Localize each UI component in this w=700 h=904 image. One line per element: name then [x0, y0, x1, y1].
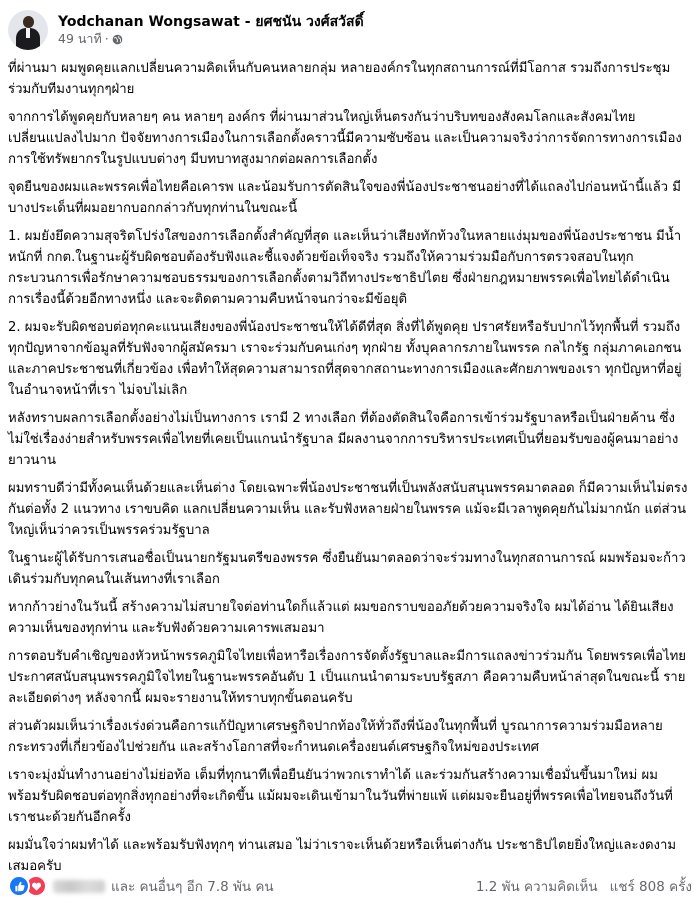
- meta-separator: ·: [104, 31, 109, 46]
- author-block: [58, 13, 364, 47]
- blurred-reactor-names: [53, 880, 105, 893]
- avatar[interactable]: [8, 10, 48, 50]
- reaction-icons[interactable]: [8, 875, 47, 897]
- avatar-shirt: [26, 28, 30, 38]
- paragraph: หากก้าวย่างในวันนี้ สร้างความไม่สบายใจต่อท่านใดก็แล้วแต่ ผมขอกราบขออภัยด้วยความจริงใจ ผมได้อ่าน ได้ยินเสียงความเห็นของทุกท่าน และรับฟังด้วยความเคารพเสมอมา: [8, 600, 674, 636]
- post-body: [8, 58, 692, 877]
- paragraph: จากการได้พูดคุยกับหลายๆ คน หลายๆ องค์กร ที่ผ่านมาส่วนใหญ่เห็นตรงกันว่าบริบทของสังคมโลกและสังคมไทยเปลี่ยนแปลงไปมาก ปัจจัยทางการเมืองในการเลือกตั้งคราวนี้มีความซับซ้อน และเป็นความจริงว่าการจัดการทางการเมือง การใช้ทรัพยากรในรูปแบบต่างๆ มีบทบาทสูงมากต่อผลการเลือกตั้ง: [8, 110, 682, 167]
- paragraph: 1. ผมยังยึดความสุจริตโปร่งใสของการเลือกตั้งสำคัญที่สุด และเห็นว่าเสียงทักท้วงในหลายแง่มุมของพี่น้องประชาชน มีน้ำหนักที่ กกต.ในฐานะผู้รับผิดชอบต้องรับฟังและชี้แจงด้วยข้อเท็จจริง รวมถึงให้ความร่วมมือกับการตรวจสอบในทุกกระบวนการเพื่อรักษาความชอบธรรมของการเลือกตั้งตามวิถีทางประชาธิปไตย ซึ่งฝ่ายกฎหมายพรรคเพื่อไทยได้ดำเนินการเรื่องนี้ด้วยอีกทางหนึ่ง และจะติดตามความคืบหน้าจนกว่าจะมีข้อยุติ: [8, 229, 682, 307]
- paragraph: ส่วนตัวผมเห็นว่าเรื่องเร่งด่วนคือการแก้ปัญหาเศรษฐกิจปากท้องให้ทั่วถึงพี่น้องในทุกพื้นที่ บูรณาการความร่วมมือหลายกระทรวงที่เกี่ยวข้องไปช่วยกัน และสร้างโอกาสที่จะกำหนดเครื่องยนต์เศรษฐกิจใหม่ของประเทศ: [8, 719, 663, 755]
- paragraph: ผมมั่นใจว่าผมทำได้ และพร้อมรับฟังทุกๆ ท่านเสมอ ไม่ว่าเราจะเห็นด้วยหรือเห็นต่างกัน ประชาธิปไตยยิ่งใหญ่และงดงามเสมอครับ: [8, 838, 677, 874]
- paragraph: ผมทราบดีว่ามีทั้งคนเห็นด้วยและเห็นต่าง โดยเฉพาะพี่น้องประชาชนที่เป็นพลังสนับสนุนพรรคมาตลอด ก็มีความเห็นไม่ตรงกันต่อทั้ง 2 แนวทาง เราขบคิด แลกเปลี่ยนความเห็น และรับฟังหลายฝ่ายในพรรค แม้จะมีเวลาพูดคุยกันไม่มากนัก แต่ส่วนใหญ่เห็นว่าควรเป็นพรรคร่วมรัฐบาล: [8, 481, 688, 538]
- avatar-head: [23, 16, 34, 28]
- post-footer: [8, 874, 692, 898]
- globe-icon: [112, 34, 123, 45]
- reaction-count[interactable]: และ คนอื่นๆ อีก 7.8 พัน คน: [111, 879, 274, 895]
- like-icon[interactable]: [8, 875, 30, 897]
- share-count[interactable]: แชร์ 808 ครั้ง: [609, 879, 692, 895]
- paragraph: จุดยืนของผมและพรรคเพื่อไทยคือเคารพ และน้อมรับการตัดสินใจของพี่น้องประชาชนอย่างที่ได้แถลงไปก่อนหน้านี้แล้ว มีบางประเด็นที่ผมอยากบอกกล่าวกับทุกท่านในขณะนี้: [8, 180, 681, 216]
- paragraph: 2. ผมจะรับผิดชอบต่อทุกคะแนนเสียงของพี่น้องประชาชนให้ได้ดีที่สุด สิ่งที่ได้พูดคุย ปราศรัยหรือรับปากไว้ทุกพื้นที่ รวมถึงทุกปัญหาจากข้อมูลที่รับฟังจากผู้สมัครมา เราจะร่วมกับคนเก่งๆ ทุกฝ่าย ทั้งบุคลากรภายในพรรค กลไกรัฐ กลุ่มภาคเอกชน และภาคประชาชนที่เกี่ยวข้อง เพื่อทำให้สุดความสามารถที่สุดจากสถานะทางการเมืองและศักยภาพของเรา ทุกปัญหาที่อยู่ในอำนาจหน้าที่เรา ไม่จบไม่เลิก: [8, 320, 682, 398]
- comment-count[interactable]: 1.2 พัน ความคิดเห็น: [475, 879, 598, 895]
- paragraph: ที่ผ่านมา ผมพูดคุยแลกเปลี่ยนความคิดเห็นกับคนหลายกลุ่ม หลายองค์กรในทุกสถานการณ์ที่มีโอกาส รวมถึงการประชุมร่วมกับทีมงานทุกๆฝ่าย: [8, 61, 671, 97]
- post-time[interactable]: 49 นาที: [58, 31, 102, 46]
- paragraph: หลังทราบผลการเลือกตั้งอย่างไม่เป็นทางการ เรามี 2 ทางเลือก ที่ต้องตัดสินใจคือการเข้าร่วมรัฐบาลหรือเป็นฝ่ายค้าน ซึ่งไม่ใช่เรื่องง่ายสำหรับพรรคเพื่อไทยที่เคยเป็นแกนนำรัฐบาล มีผลงานจากการบริหารประเทศเป็นที่ยอมรับของผู้คนมาอย่างยาวนาน: [8, 411, 679, 468]
- post-header: [8, 0, 692, 58]
- post-meta: [58, 31, 364, 47]
- paragraph: เราจะมุ่งมั่นทำงานอย่างไม่ย่อท้อ เต็มที่ทุกนาทีเพื่อยืนยันว่าพวกเราทำได้ และร่วมกันสร้างความเชื่อมั่นขึ้นมาใหม่ ผมพร้อมรับผิดชอบต่อทุกสิ่งทุกอย่างที่จะเกิดขึ้น แม้ผมจะเดินเข้ามาในวันที่พ่ายแพ้ แต่ผมจะยืนอยู่ที่พรรคเพื่อไทยจนถึงวันที่เราชนะด้วยกันอีกครั้ง: [8, 768, 673, 825]
- paragraph: การตอบรับคำเชิญของหัวหน้าพรรคภูมิใจไทยเพื่อหารือเรื่องการจัดตั้งรัฐบาลและมีการแถลงข่าวร่วมกัน โดยพรรคเพื่อไทยประกาศสนับสนุนพรรคภูมิใจไทยในฐานะพรรคอันดับ 1 เป็นแกนนำตามระบบรัฐสภา คือความคืบหน้าล่าสุดในขณะนี้ รายละเอียดต่างๆ หลังจากนี้ ผมจะรายงานให้ทราบทุกขั้นตอนครับ: [8, 649, 686, 706]
- paragraph: ในฐานะผู้ได้รับการเสนอชื่อเป็นนายกรัฐมนตรีของพรรค ซึ่งยืนยันมาตลอดว่าจะร่วมทางในทุกสถานการณ์ ผมพร้อมจะก้าวเดินร่วมกับทุกคนในเส้นทางที่เราเลือก: [8, 551, 686, 587]
- author-name[interactable]: Yodchanan Wongsawat - ยศชนัน วงศ์สวัสดิ์: [58, 14, 364, 30]
